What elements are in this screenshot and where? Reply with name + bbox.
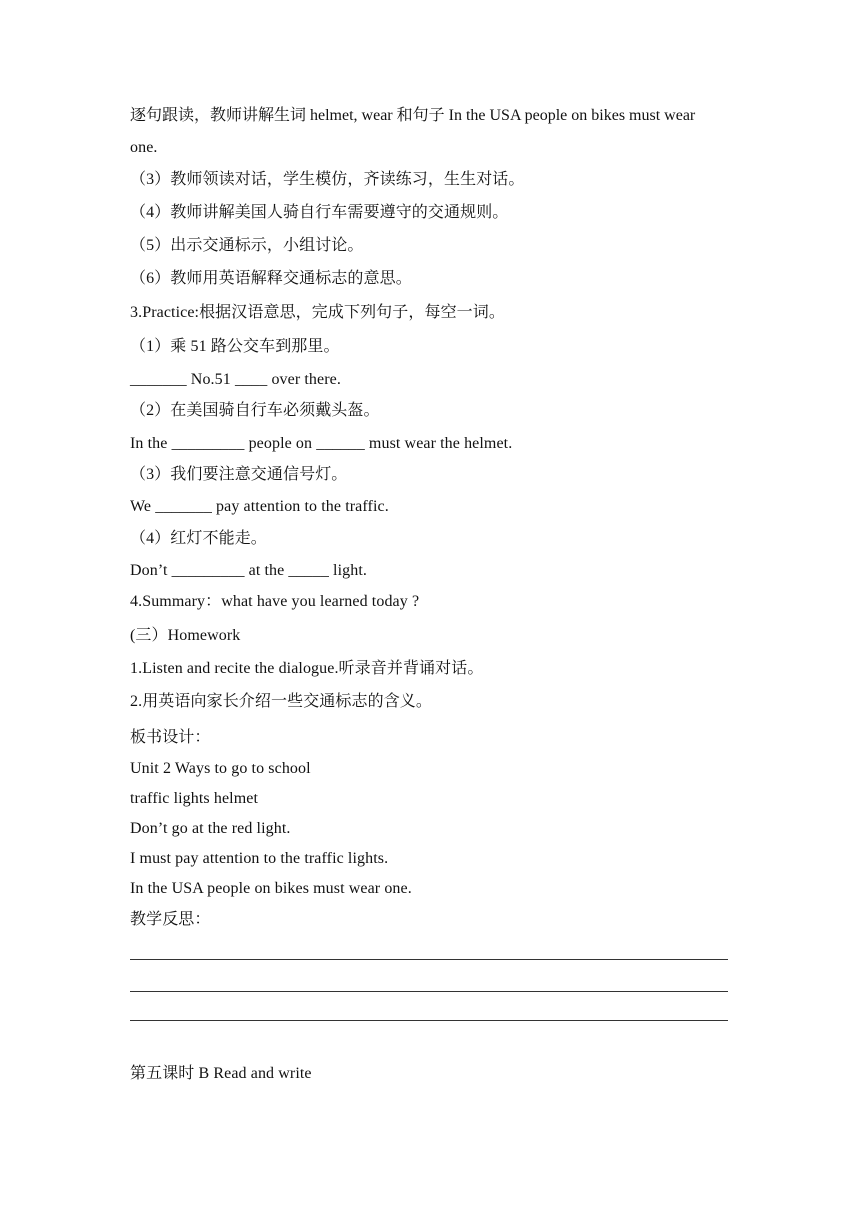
text-line: In the _________ people on ______ must wear the helmet. (130, 435, 513, 452)
reflection-blank-line (130, 959, 728, 960)
reflection-blank-line (130, 991, 728, 992)
text-line: 逐句跟读，教师讲解生词 helmet, wear 和句子 In the USA people on bikes must wear (130, 107, 696, 124)
text-line: 4.Summary：what have you learned today ? (130, 593, 420, 610)
text-line: （1）乘 51 路公交车到那里。 (130, 338, 340, 355)
text-line: one. (130, 139, 158, 156)
text-line: (三）Homework (130, 627, 241, 644)
text-line: 2.用英语向家长介绍一些交通标志的含义。 (130, 693, 433, 710)
text-line: In the USA people on bikes must wear one. (130, 880, 412, 897)
text-line: _______ No.51 ____ over there. (130, 371, 341, 388)
text-line: 教学反思： (130, 911, 211, 928)
text-line: I must pay attention to the traffic lights. (130, 850, 389, 867)
next-lesson-heading: 第五课时 B Read and write (130, 1065, 312, 1082)
text-line: We _______ pay attention to the traffic. (130, 498, 389, 515)
text-line: Unit 2 Ways to go to school (130, 760, 311, 777)
text-line: （3）教师领读对话，学生模仿，齐读练习，生生对话。 (130, 171, 525, 188)
text-line: （4）红灯不能走。 (130, 530, 267, 547)
text-line: （6）教师用英语解释交通标志的意思。 (130, 270, 412, 287)
text-line: Don’t go at the red light. (130, 820, 291, 837)
text-line: （4）教师讲解美国人骑自行车需要遵守的交通规则。 (130, 204, 509, 221)
text-line: （2）在美国骑自行车必须戴头盔。 (130, 402, 380, 419)
reflection-blank-line (130, 1020, 728, 1021)
text-line: traffic lights helmet (130, 790, 258, 807)
text-line: 1.Listen and recite the dialogue.听录音并背诵对话。 (130, 660, 484, 677)
text-line: 3.Practice:根据汉语意思，完成下列句子，每空一词。 (130, 304, 505, 321)
text-line: Don’t _________ at the _____ light. (130, 562, 367, 579)
text-line: （5）出示交通标示，小组讨论。 (130, 237, 364, 254)
text-line: 板书设计： (130, 729, 211, 746)
text-line: （3）我们要注意交通信号灯。 (130, 466, 348, 483)
